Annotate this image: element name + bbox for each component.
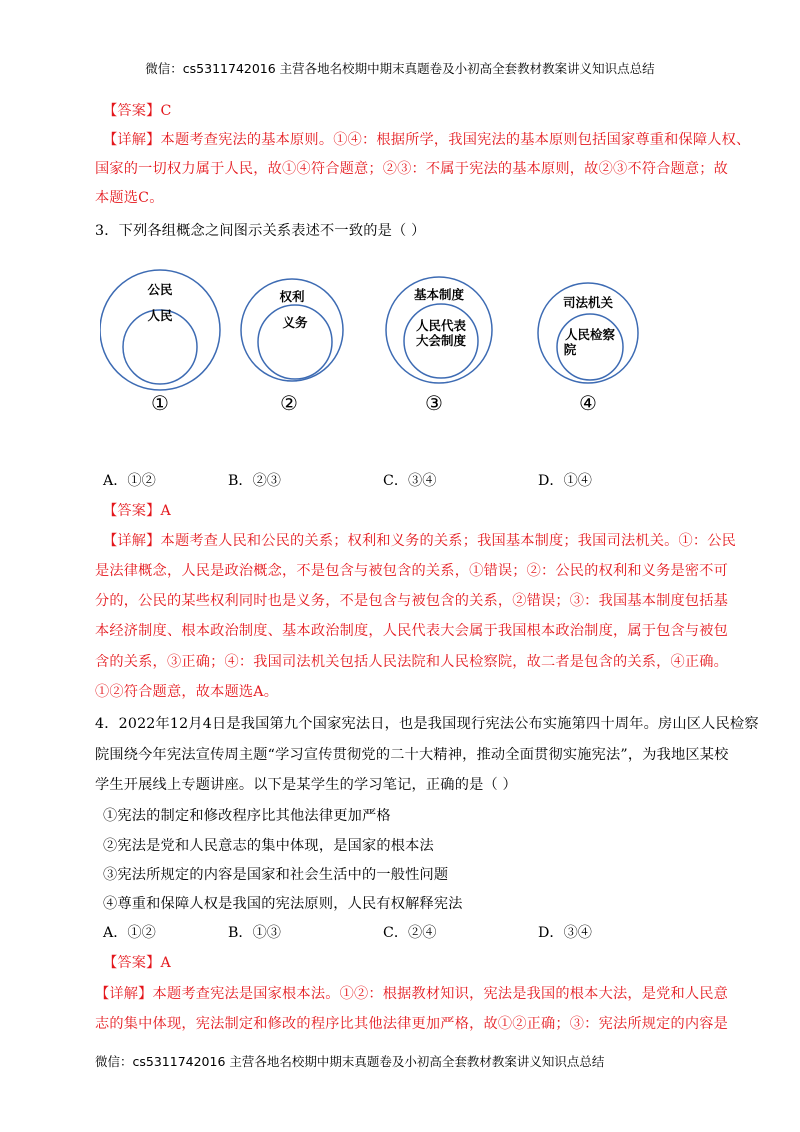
diagram-3-outer-label: 基本制度 — [413, 287, 465, 302]
q3-diagram — [100, 268, 660, 428]
q4-detail-line-2: 志的集中体现，宪法制定和修改的程序比其他法律更加严格，故①②正确；③：宪法所规定的内容是 — [95, 1016, 729, 1032]
diagram-3-number: ③ — [425, 391, 443, 415]
q3-detail-line-2: 是法律概念，人民是政治概念，不是包含与被包含的关系，①错误；②：公民的权利和义务是密不可 — [95, 563, 729, 579]
q3-option-b: B．②③ — [228, 473, 281, 489]
q4-option-b: B．①③ — [228, 925, 281, 941]
diagram-4 — [538, 283, 638, 415]
q3-detail-line-4: 本经济制度、根本政治制度、基本政治制度，人民代表大会属于我国根本政治制度，属于包含与被包 — [95, 623, 729, 639]
q2-answer: 【答案】C — [103, 103, 172, 119]
diagram-1 — [100, 270, 220, 415]
q4-answer: 【答案】A — [103, 955, 171, 971]
diagram-4-inner-label-1: 人民检察 — [564, 327, 616, 342]
diagram-2 — [241, 279, 343, 415]
page-header: 微信：cs5311742016 主营各地名校期中期末真题卷及小初高全套教材教案讲义知识点总结 — [145, 61, 655, 76]
q3-detail-line-1: 【详解】本题考查人民和公民的关系；权利和义务的关系；我国基本制度；我国司法机关。①：公民 — [103, 533, 737, 549]
q4-option-a: A．①② — [103, 925, 156, 941]
page-footer: 微信：cs5311742016 主营各地名校期中期末真题卷及小初高全套教材教案讲义知识点总结 — [95, 1054, 605, 1069]
diagram-1-outer-label: 公民 — [147, 282, 173, 297]
diagram-4-inner-label-2: 院 — [563, 342, 577, 357]
diagram-3-inner-label-1: 人民代表 — [415, 318, 467, 333]
q4-statement-4: ④尊重和保障人权是我国的宪法原则，人民有权解释宪法 — [103, 896, 463, 912]
q2-detail-line-3: 本题选C。 — [95, 190, 164, 206]
diagram-2-outer-label: 权利 — [279, 289, 305, 304]
q4-option-c: C．②④ — [383, 925, 437, 941]
diagram-3-inner-label-2: 大会制度 — [415, 333, 467, 348]
q4-stem-line-3: 学生开展线上专题讲座。以下是某学生的学习笔记，正确的是（ ） — [95, 777, 517, 793]
q3-detail-line-3: 分的，公民的某些权利同时也是义务，不是包含与被包含的关系，②错误；③：我国基本制度包括基 — [95, 593, 729, 609]
q2-detail-line-1: 【详解】本题考查宪法的基本原则。①④：根据所学，我国宪法的基本原则包括国家尊重和保障人权、 — [103, 132, 751, 148]
q4-option-d: D．③④ — [538, 925, 592, 941]
q4-detail-line-1: 【详解】本题考查宪法是国家根本法。①②：根据教材知识，宪法是我国的根本大法，是党和人民意 — [95, 986, 729, 1002]
diagram-3 — [386, 277, 492, 415]
diagram-2-number: ② — [280, 391, 298, 415]
q4-stem-line-1: 4．2022年12月4日是我国第九个国家宪法日，也是我国现行宪法公布实施第四十周年。房山区人民检察 — [95, 716, 759, 732]
q4-statement-3: ③宪法所规定的内容是国家和社会生活中的一般性问题 — [103, 867, 449, 883]
q3-stem: 3．下列各组概念之间图示关系表述不一致的是（ ） — [95, 223, 426, 239]
diagram-1-inner-label: 人民 — [147, 308, 173, 323]
q4-statement-2: ②宪法是党和人民意志的集中体现，是国家的根本法 — [103, 838, 434, 854]
q3-detail-line-6: ①②符合题意，故本题选A。 — [95, 684, 279, 700]
q3-option-a: A．①② — [103, 473, 156, 489]
q3-detail-line-5: 含的关系，③正确；④：我国司法机关包括人民法院和人民检察院，故二者是包含的关系，④正确。 — [95, 654, 729, 670]
q4-stem-line-2: 院围绕今年宪法宣传周主题“学习宣传贯彻党的二十大精神，推动全面贯彻实施宪法”，为我地区某校 — [95, 747, 729, 763]
q4-statement-1: ①宪法的制定和修改程序比其他法律更加严格 — [103, 808, 391, 824]
diagram-1-number: ① — [151, 391, 169, 415]
diagram-4-number: ④ — [579, 391, 597, 415]
q3-answer: 【答案】A — [103, 503, 171, 519]
q3-option-d: D．①④ — [538, 473, 592, 489]
diagram-2-inner-label: 义务 — [282, 315, 308, 330]
diagram-4-outer-label: 司法机关 — [562, 295, 614, 310]
q2-detail-line-2: 国家的一切权力属于人民，故①④符合题意；②③：不属于宪法的基本原则，故②③不符合题意；故 — [95, 161, 729, 177]
q3-option-c: C．③④ — [383, 473, 437, 489]
